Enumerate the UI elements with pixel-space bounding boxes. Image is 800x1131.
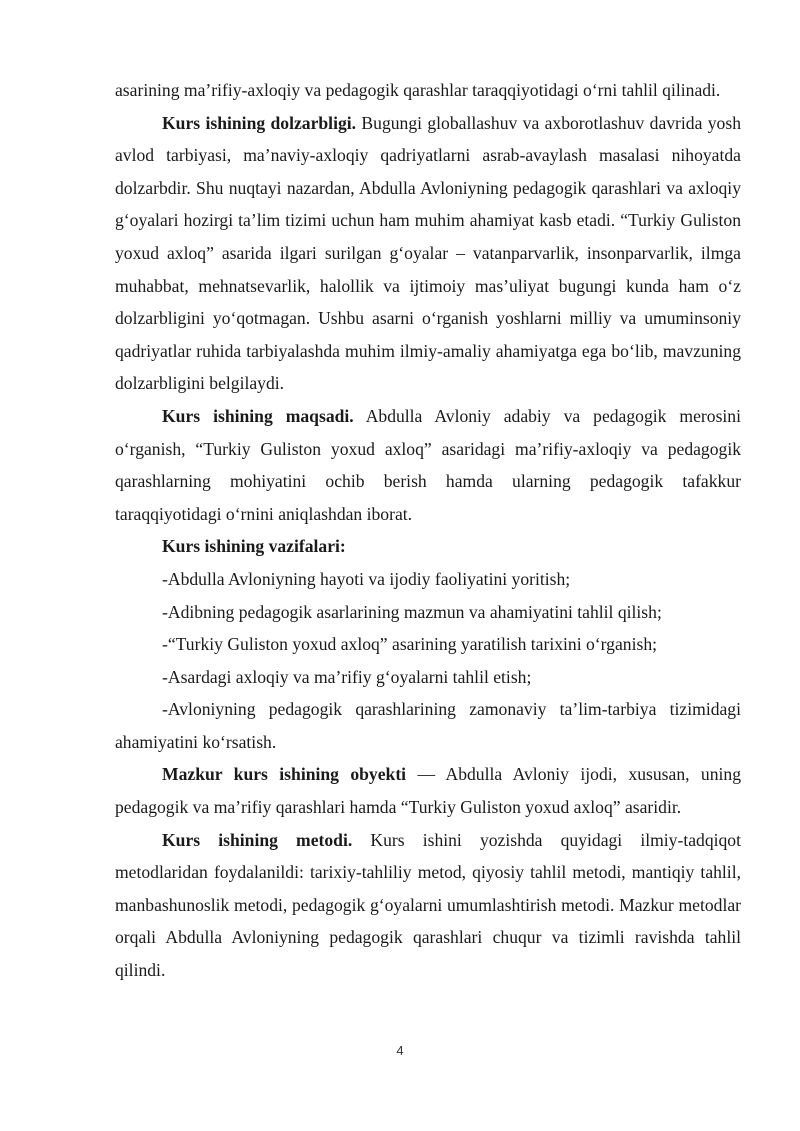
intro-continuation-paragraph (115, 74, 741, 107)
task-item (115, 661, 741, 694)
document-page (115, 74, 741, 987)
goal-paragraph (115, 400, 741, 530)
object-paragraph (115, 758, 741, 823)
task-item (115, 693, 741, 758)
tasks-heading-paragraph (115, 530, 741, 563)
task-item-text: -Adibning pedagogik asarlarining mazmun va ahamiyatini tahlil qilish; (162, 601, 662, 622)
task-item-text: -“Turkiy Guliston yoxud axloq” asarining yaratilish tarixini o‘rganish; (162, 634, 658, 655)
object-text: — Abdulla Avloniy ijodi, xususan, uning pedagogik va ma’rifiy qarashlari hamda “Turkiy Guliston yoxud axloq” asaridir. (115, 764, 741, 818)
task-item (115, 563, 741, 596)
relevance-heading: Kurs ishining dolzarbligi. (162, 112, 357, 133)
relevance-text: Bugungi globallashuv va axborotlashuv davrida yosh avlod tarbiyasi, ma’naviy-axloqiy qadriyatlarni asrab-avaylash masalasi nihoyatda dolzarbdir. Shu nuqtayi nazardan, Abdulla Avloniyning pedagogik qarashlari va axloqiy g‘oyalari hozirgi ta’lim tizimi uchun ham muhim ahamiyat kasb etadi. “Turkiy Guliston yoxud axloq” asarida ilgari surilgan g‘oyalar – vatanparvarlik, insonparvarlik, ilmga muhabbat, mehnatsevarlik, halollik va ijtimoiy mas’uliyat bugungi kunda ham o‘z dolzarbligini yo‘qotmagan. Ushbu asarni o‘rganish yoshlarni milliy va umuminsoniy qadriyatlar ruhida tarbiyalashda muhim ilmiy-amaliy ahamiyatga ega bo‘lib, mavzuning dolzarbligini belgilaydi. (115, 112, 741, 394)
method-text: Kurs ishini yozishda quyidagi ilmiy-tadqiqot metodlaridan foydalanildi: tarixiy-tahliliy metod, qiyosiy tahlil metodi, mantiqiy tahlil, manbashunoslik metodi, pedagogik g‘oyalarni umumlashtirish metodi. Mazkur metodlar orqali Abdulla Avloniyning pedagogik qarashlari chuqur va tizimli ravishda tahlil qilindi. (115, 829, 741, 981)
page-number: 4 (396, 1043, 404, 1058)
task-item-text: -Asardagi axloqiy va ma’rifiy g‘oyalarni tahlil etish; (162, 666, 532, 687)
task-item (115, 628, 741, 661)
tasks-heading: Kurs ishining vazifalari: (162, 536, 346, 557)
intro-continuation-text: asarining ma’rifiy-axloqiy va pedagogik qarashlar taraqqiyotidagi o‘rni tahlil qilinadi. (115, 80, 721, 100)
goal-text: Abdulla Avloniy adabiy va pedagogik merosini o‘rganish, “Turkiy Guliston yoxud axloq” asaridagi ma’rifiy-axloqiy va pedagogik qarashlarning mohiyatini ochib berish hamda ularning pedagogik tafakkur taraqqiyotidagi o‘rnini aniqlashdan iborat. (115, 405, 741, 524)
task-item-text: -Avloniyning pedagogik qarashlarining zamonaviy ta’lim-tarbiya tizimidagi ahamiyatini ko‘rsatish. (115, 699, 741, 752)
task-item (115, 596, 741, 629)
method-paragraph (115, 824, 741, 987)
object-heading: Mazkur kurs ishining obyekti (162, 764, 407, 785)
method-heading: Kurs ishining metodi. (162, 829, 353, 850)
relevance-paragraph (115, 107, 741, 400)
task-item-text: -Abdulla Avloniyning hayoti va ijodiy faoliyatini yoritish; (162, 568, 571, 589)
goal-heading: Kurs ishining maqsadi. (162, 405, 354, 426)
